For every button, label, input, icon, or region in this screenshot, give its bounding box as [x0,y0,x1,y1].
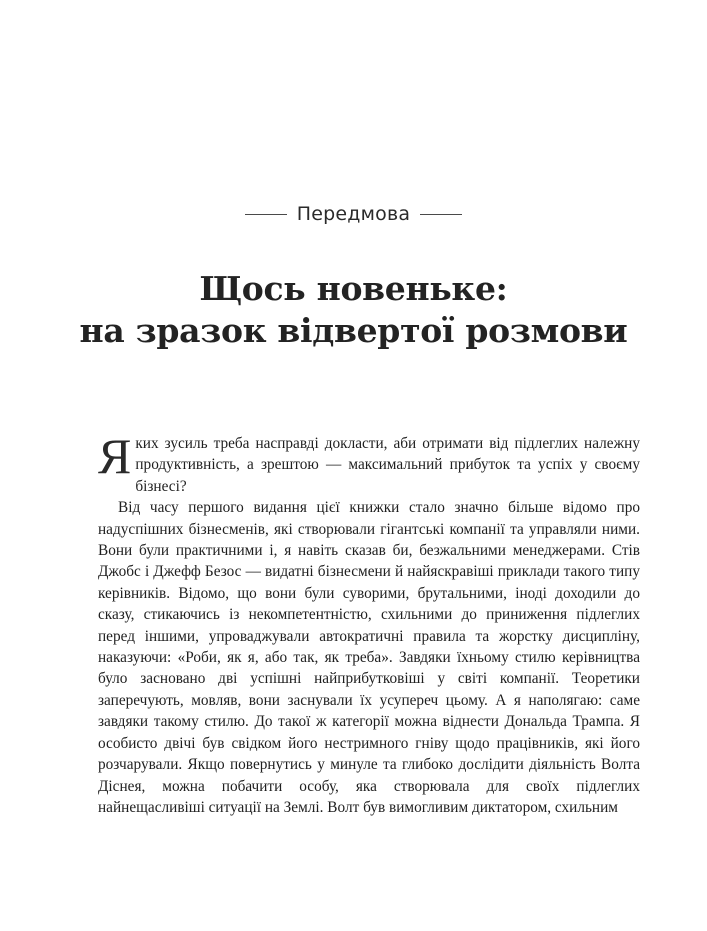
drop-cap: Я [98,428,132,484]
section-label: Передмова [296,203,411,225]
paragraph-1 [98,428,640,497]
section-rule-left [245,214,287,215]
chapter-title-line-2: на зразок відвертої розмови [79,311,628,350]
section-rule-right [420,214,462,215]
section-header [0,203,707,225]
paragraph-1-text: ких зусиль треба насправді докласти, аби отримати від підлеглих належну продуктивність, а зрештою — максимальний прибуток та успіх у своєму бізнесі? [135,435,640,495]
body-text [98,428,640,818]
chapter-title [0,268,707,352]
paragraph-2: Від часу першого видання цієї книжки стало значно більше відомо про надуспішних бізнесменів, які створювали гігантські компанії та управляли ними. Вони були практичними і, я навіть сказав би, безжальними менеджерами. Стів Джобс і Джефф Безос — видатні бізнесмени й найяскравіші приклади такого типу керівників. Відомо, що вони були суворими, брутальними, іноді доходили до сказу, стикаючись із некомпетентністю, схильними до приниження підлеглих перед іншими, упроваджували автократичні правила та жорстку дисципліну, наказуючи: «Роби, як я, або так, як треба». Завдяки їхньому стилю керівництва було засновано дві успішні найприбутковіші у світі компанії. Теоретики заперечують, мовляв, вони заснували їх усупереч цьому. А я наполягаю: саме завдяки такому стилю. До такої ж категорії можна віднести Дональда Трампа. Я особисто двічі був свідком його нестримного гніву щодо працівників, які його розчарували. Якщо повернутись у минуле та глибоко дослідити діяльність Волта Діснея, можна побачити особу, яка створювала для своїх підлеглих найнещасливіші ситуації на Землі. Волт був вимогливим диктатором, схильним [98,499,640,816]
chapter-title-line-1: Щось новеньке: [199,269,508,308]
